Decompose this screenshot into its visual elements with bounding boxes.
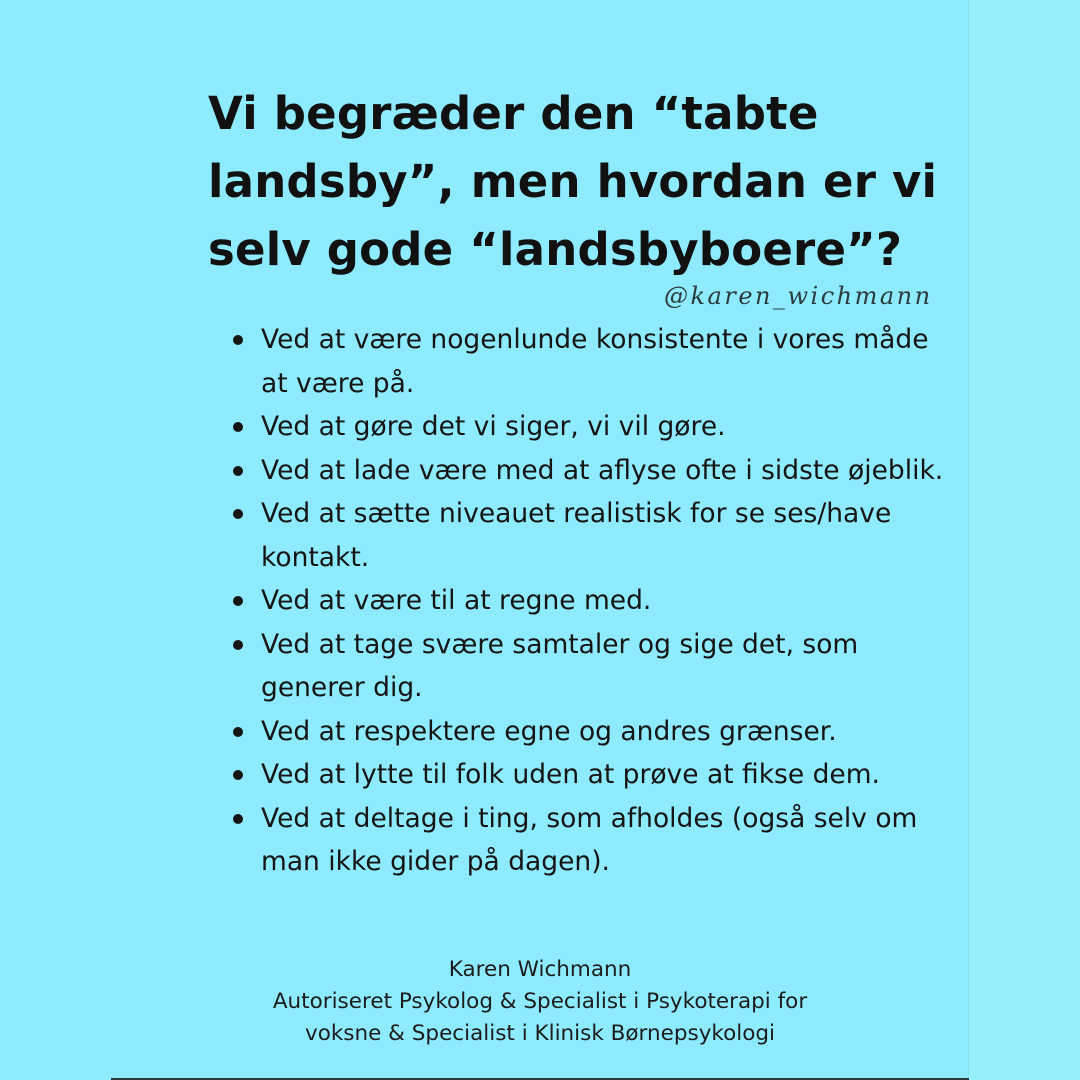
list-item-text: Ved at lade være med at aflyse ofte i sidste øjeblik. <box>261 454 944 486</box>
list-item <box>232 405 952 449</box>
author-title-line-2: voksne & Specialist i Klinisk Børnepsykologi <box>304 1021 776 1046</box>
list-item <box>232 710 952 754</box>
bullet-icon <box>233 814 243 824</box>
author-credits <box>200 954 880 1050</box>
advice-list <box>232 318 952 884</box>
list-item <box>232 623 952 710</box>
bullet-icon <box>233 466 243 476</box>
bullet-icon <box>233 422 243 432</box>
author-name: Karen Wichmann <box>448 957 632 982</box>
list-item-text: Ved at være til at regne med. <box>261 585 652 616</box>
author-handle-signature: @karen_wichmann <box>664 282 933 310</box>
bullet-icon <box>233 640 243 650</box>
list-item-text: Ved at tage svære samtaler og sige det, som generer dig. <box>261 628 859 703</box>
list-item-text: Ved at være nogenlunde konsistente i vores måde at være på. <box>261 324 929 399</box>
list-item <box>232 492 952 579</box>
list-item-text: Ved at sætte niveauet realistisk for se ses/have kontakt. <box>261 498 892 573</box>
list-item-text: Ved at deltage i ting, som afholdes (også selv om man ikke gider på dagen). <box>261 802 918 877</box>
list-item <box>232 318 952 405</box>
list-item-text: Ved at lytte til folk uden at prøve at fikse dem. <box>261 759 880 790</box>
bullet-icon <box>233 509 243 519</box>
list-item-text: Ved at respektere egne og andres grænser. <box>261 715 837 747</box>
right-edge-strip <box>968 0 1080 1080</box>
bullet-icon <box>233 770 243 780</box>
author-title-line-1: Autoriseret Psykolog & Specialist i Psykoterapi for <box>272 989 808 1014</box>
list-item <box>232 753 952 797</box>
list-item <box>232 579 952 623</box>
bullet-icon <box>233 335 243 345</box>
bullet-icon <box>233 596 243 606</box>
list-item-text: Ved at gøre det vi siger, vi vil gøre. <box>261 411 726 442</box>
list-item <box>232 449 952 493</box>
bullet-icon <box>233 727 243 737</box>
list-item <box>232 797 952 884</box>
post-title: Vi begræder den “tabte landsby”, men hvordan er vi selv gode “landsbyboere”? <box>208 87 938 276</box>
